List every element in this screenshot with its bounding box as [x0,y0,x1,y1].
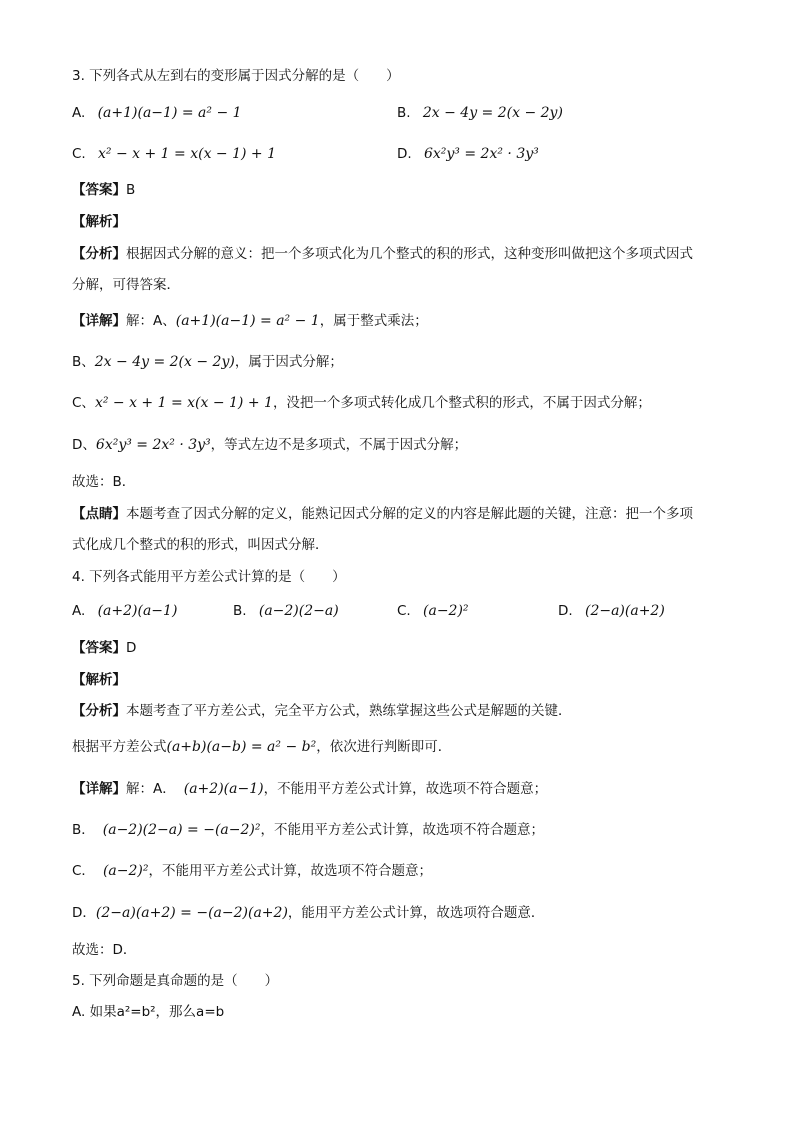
answer-value: D [126,640,137,656]
detail-suffix: ，不能用平方差公式计算，故选项不符合题意； [148,863,432,879]
q4-formula-line [72,737,451,757]
detail-expression: x² − x + 1 = x(x − 1) + 1 [94,395,273,411]
formula-expression: (a+b)(a−b) = a² − b² [166,739,317,755]
option-expression: (a+1)(a−1) = a² − 1 [97,105,242,121]
q4-answer [72,638,136,658]
q4-option-a[interactable] [72,601,177,621]
option-expression: (a−2)(2−a) [258,603,339,619]
analysis-tag: 【解析】 [72,214,126,230]
answer-value: B [126,182,136,198]
answer-tag: 【答案】 [72,640,126,656]
q3-option-d[interactable] [397,144,539,164]
analysis-tag: 【解析】 [72,672,126,688]
detail-suffix: ，能用平方差公式计算，故选项符合题意． [287,905,545,921]
detail-prefix: 解：A． [126,781,176,797]
detail-prefix: B、 [72,354,95,370]
option-expression: (a+2)(a−1) [97,603,178,619]
option-expression: (2−a)(a+2) [584,603,665,619]
detail-prefix: 解：A、 [126,313,176,329]
q3-option-c[interactable] [72,144,276,164]
q4-fenxi [72,701,572,721]
detail-prefix: D、 [72,437,96,453]
option-label: C. [72,146,86,162]
q3-detail-b [72,352,343,372]
detail-expression: (a−2)(2−a) = −(a−2)² [102,822,261,838]
q4-choose: 故选：D． [72,942,137,958]
q4-detail-d [72,903,544,923]
detail-suffix: ，不能用平方差公式计算，故选项不符合题意； [260,822,544,838]
q3-answer [72,180,135,200]
option-label: A. [72,105,86,121]
fenxi-tag: 【分析】 [72,703,126,719]
detail-suffix: ，属于整式乘法； [319,313,428,329]
q3-detail-a [72,311,428,331]
detail-prefix: D． [72,905,96,921]
detail-suffix: ，等式左边不是多项式，不属于因式分解； [210,437,468,453]
detail-expression: (a+2)(a−1) [183,781,264,797]
q3-option-b[interactable] [397,103,563,123]
q3-dianjing-line1 [72,504,693,524]
detail-tag: 【详解】 [72,313,126,329]
q4-stem: 4. 下列各式能用平方差公式计算的是（ ） [72,569,346,585]
detail-expression: (a−2)² [102,863,149,879]
fenxi-text: 根据因式分解的意义：把一个多项式化为几个整式的积的形式，这种变形叫做把这个多项式因式 [126,246,693,262]
option-label: C. [397,603,411,619]
option-label: D. [558,603,573,619]
q3-detail-c [72,393,651,413]
option-expression: 2x − 4y = 2(x − 2y) [422,105,563,121]
q3-analysis-tag [72,212,126,232]
q3-stem: 3. 下列各式从左到右的变形属于因式分解的是（ ） [72,68,400,84]
q4-analysis-tag [72,670,126,690]
detail-suffix: ，不能用平方差公式计算，故选项不符合题意； [263,781,548,797]
q3-fenxi-line1 [72,244,693,264]
q3-dianjing-line2: 式化成几个整式的积的形式，叫因式分解． [72,537,329,553]
detail-expression: 6x²y³ = 2x² · 3y³ [95,437,211,453]
q3-choose: 故选：B． [72,474,136,490]
detail-suffix: ，没把一个多项式转化成几个整式积的形式，不属于因式分解； [272,395,651,411]
option-label: D. [397,146,412,162]
detail-expression: (a+1)(a−1) = a² − 1 [175,313,320,329]
formula-suffix: ，依次进行判断即可． [316,739,452,755]
q3-option-a[interactable] [72,103,242,123]
answer-tag: 【答案】 [72,182,126,198]
q3-detail-d [72,435,467,455]
option-label: B. [233,603,247,619]
detail-tag: 【详解】 [72,781,126,797]
q4-option-b[interactable] [233,601,339,621]
q5-option-a[interactable]: A. 如果a²=b²，那么a=b [72,1004,225,1020]
dianjing-tag: 【点睛】 [72,506,126,522]
fenxi-text: 本题考查了平方差公式，完全平方公式，熟练掌握这些公式是解题的关键． [126,703,572,719]
option-label: A. [72,603,86,619]
dianjing-text: 本题考查了因式分解的定义，能熟记因式分解的定义的内容是解此题的关键，注意：把一个多项 [126,506,693,522]
formula-prefix: 根据平方差公式 [72,739,167,755]
q3-fenxi-line2: 分解，可得答案． [72,277,180,293]
detail-prefix: B． [72,822,95,838]
option-label: B. [397,105,411,121]
option-expression: (a−2)² [423,603,469,619]
fenxi-tag: 【分析】 [72,246,126,262]
detail-suffix: ，属于因式分解； [234,354,343,370]
detail-expression: 2x − 4y = 2(x − 2y) [94,354,235,370]
q4-option-d[interactable] [558,601,665,621]
detail-prefix: C． [72,863,95,879]
detail-prefix: C、 [72,395,95,411]
option-expression: x² − x + 1 = x(x − 1) + 1 [98,146,277,162]
q4-detail-b [72,820,544,840]
q5-stem: 5. 下列命题是真命题的是（ ） [72,973,279,989]
option-expression: 6x²y³ = 2x² · 3y³ [423,146,539,162]
q4-detail-c [72,861,432,881]
q4-option-c[interactable] [397,601,469,621]
q4-detail-a [72,779,547,799]
detail-expression: (2−a)(a+2) = −(a−2)(a+2) [95,905,288,921]
